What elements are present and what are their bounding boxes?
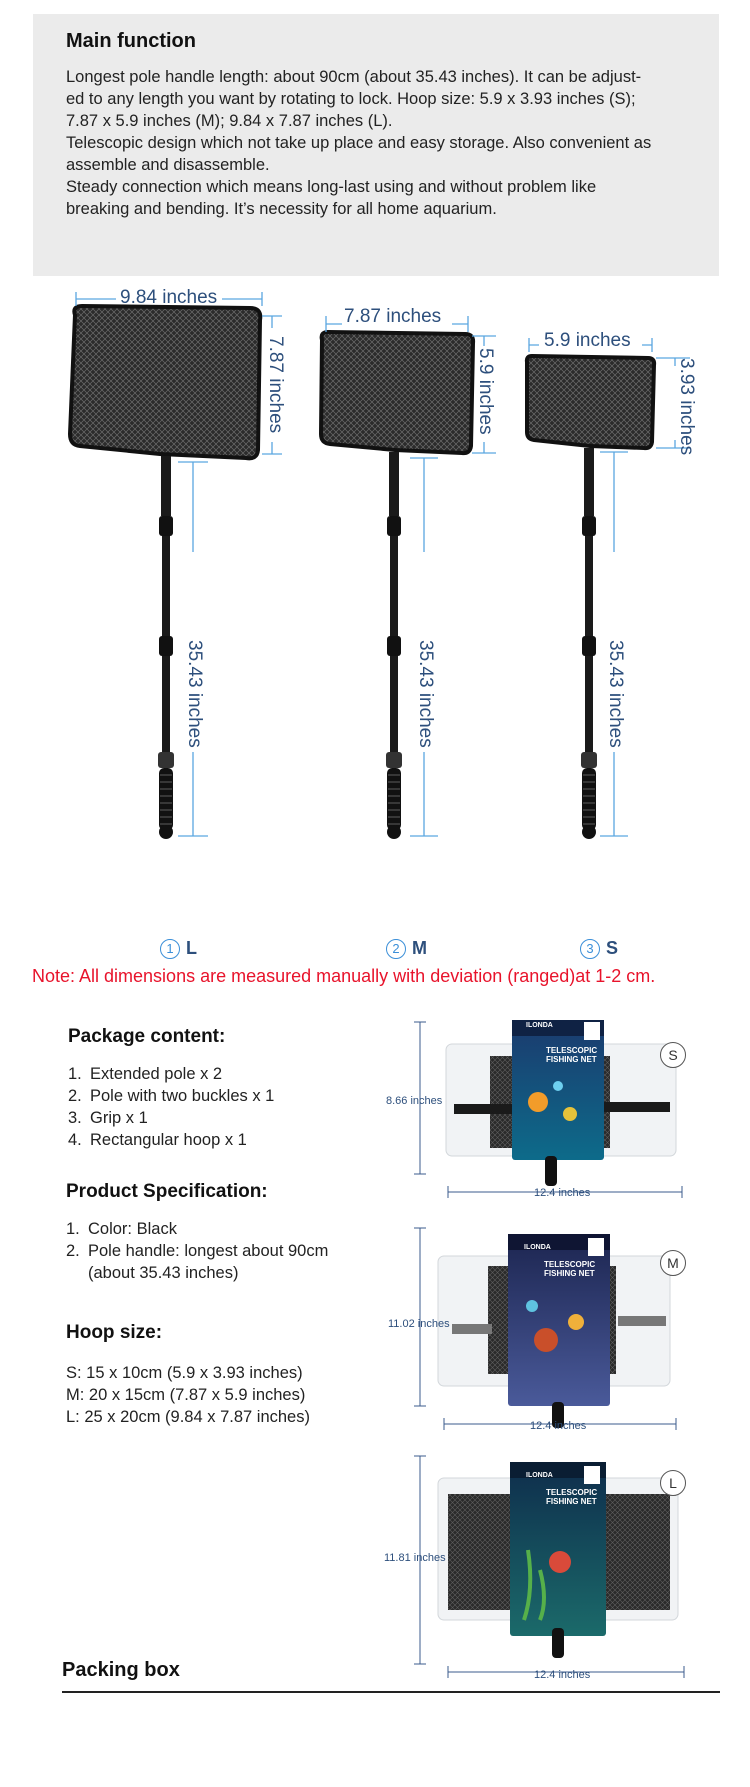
main-function-title: Main function xyxy=(66,30,196,52)
list-item: 2. Pole handle: longest about 90cm xyxy=(66,1242,329,1260)
package-m-product: TELESCOPIC FISHING NET xyxy=(544,1260,596,1278)
net-medium xyxy=(321,332,473,839)
package-s-product: TELESCOPIC FISHING NET xyxy=(546,1046,598,1064)
package-l-width-label: 12.4 inches xyxy=(534,1669,591,1681)
net-m-size-label xyxy=(386,938,427,959)
product-spec-title: Product Specification: xyxy=(66,1181,268,1202)
package-content-list xyxy=(68,1063,274,1151)
net-l-pole-label: 35.43 inches xyxy=(184,640,205,748)
package-images xyxy=(370,1010,700,1680)
net-m-height-label: 5.9 inches xyxy=(475,348,496,435)
package-s-height-label: 8.66 inches xyxy=(386,1095,443,1107)
package-s xyxy=(446,1020,676,1186)
package-s-size-badge: S xyxy=(660,1042,686,1068)
number-3-icon: 3 xyxy=(580,939,600,959)
net-large xyxy=(70,306,260,839)
measurement-note: Note: All dimensions are measured manually with deviation (ranged)at 1-2 cm. xyxy=(32,966,656,986)
list-item: 1. Color: Black xyxy=(66,1220,177,1238)
main-function-line: Steady connection which means long-last using and without problem like xyxy=(66,178,597,196)
list-item: 1. Extended pole x 2 xyxy=(68,1065,223,1083)
fishing-nets-illustration xyxy=(0,270,750,930)
package-l-height-label: 11.81 inches xyxy=(384,1552,446,1564)
list-item: 4. Rectangular hoop x 1 xyxy=(68,1131,247,1149)
main-function-line: Telescopic design which not take up place and easy storage. Also convenient as xyxy=(66,134,652,152)
net-s-size-label xyxy=(580,938,618,959)
main-function-text xyxy=(66,66,716,220)
main-function-line: assemble and disassemble. xyxy=(66,156,270,174)
package-m-size-badge: M xyxy=(660,1250,686,1276)
package-l-size-badge: L xyxy=(660,1470,686,1496)
package-m-height-label: 11.02 inches xyxy=(388,1318,450,1330)
size-letter: L xyxy=(186,938,197,958)
package-m-brand: ILONDA xyxy=(524,1244,551,1251)
divider xyxy=(62,1691,720,1693)
net-s-width-label: 5.9 inches xyxy=(544,330,631,351)
number-2-icon: 2 xyxy=(386,939,406,959)
package-l-brand: ILONDA xyxy=(526,1472,553,1479)
net-m-width-label: 7.87 inches xyxy=(344,306,442,327)
main-function-line: ed to any length you want by rotating to lock. Hoop size: 5.9 x 3.93 inches (S); xyxy=(66,90,636,108)
net-l-size-label xyxy=(160,938,197,959)
package-s-width-label: 12.4 inches xyxy=(534,1187,591,1199)
main-function-line: Longest pole handle length: about 90cm (about 35.43 inches). It can be adjust- xyxy=(66,68,642,86)
list-item: S: 15 x 10cm (5.9 x 3.93 inches) xyxy=(66,1364,303,1382)
net-m-pole-label: 35.43 inches xyxy=(415,640,436,748)
hoop-size-title: Hoop size: xyxy=(66,1322,163,1343)
list-item: 2. Pole with two buckles x 1 xyxy=(68,1087,275,1105)
list-item: 3. Grip x 1 xyxy=(68,1109,148,1127)
net-s-height-label: 3.93 inches xyxy=(676,358,697,456)
main-function-line: breaking and bending. It’s necessity for all home aquarium. xyxy=(66,200,497,218)
hoop-size-list xyxy=(66,1362,310,1428)
list-item: (about 35.43 inches) xyxy=(88,1264,239,1282)
package-l-product: TELESCOPIC FISHING NET xyxy=(546,1488,598,1506)
packing-box-title: Packing box xyxy=(62,1659,180,1681)
net-s-pole-label: 35.43 inches xyxy=(605,640,626,748)
main-function-line: 7.87 x 5.9 inches (M); 9.84 x 7.87 inches (L). xyxy=(66,112,393,130)
list-item: M: 20 x 15cm (7.87 x 5.9 inches) xyxy=(66,1386,306,1404)
size-letter: S xyxy=(606,938,619,958)
net-l-width-label: 9.84 inches xyxy=(120,287,218,308)
package-content-title: Package content: xyxy=(68,1026,226,1047)
net-small xyxy=(527,356,654,839)
product-spec-list xyxy=(66,1218,328,1284)
number-1-icon: 1 xyxy=(160,939,180,959)
net-l-height-label: 7.87 inches xyxy=(265,336,286,434)
list-item: L: 25 x 20cm (9.84 x 7.87 inches) xyxy=(66,1408,310,1426)
package-m-width-label: 12.4 inches xyxy=(530,1420,587,1432)
package-s-brand: ILONDA xyxy=(526,1022,553,1029)
size-letter: M xyxy=(412,938,427,958)
